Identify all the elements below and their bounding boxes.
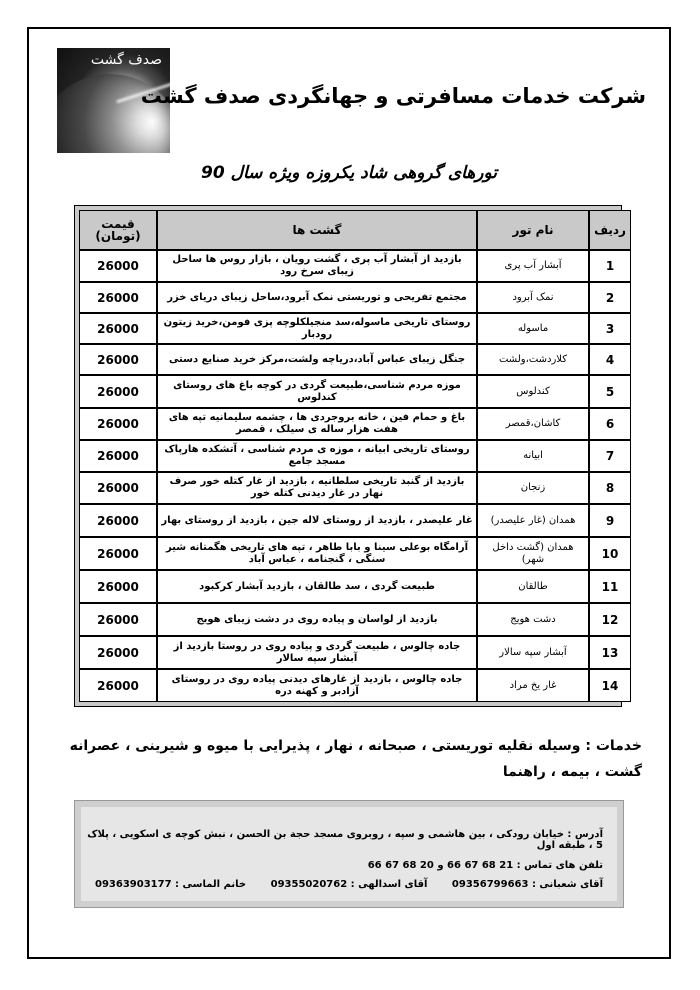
table-row [79,344,631,375]
phone-numbers: تلفن های تماس : 21 68 67 66 و 20 68 67 66 [367,860,603,871]
table-row [79,636,631,669]
tour-name: غار یخ مراد [477,669,589,702]
tour-name: طالقان [477,570,589,603]
tour-price: 26000 [79,313,157,344]
contact-shabani: آقای شعبانی : 09356799663 [451,879,603,890]
tour-description: غار علیصدر ، بازدید از روستای لاله جین ، بازدید از روستای بهار [157,504,477,537]
row-number: 10 [589,537,631,570]
tour-price: 26000 [79,570,157,603]
tour-price: 26000 [79,669,157,702]
tour-name: زنجان [477,472,589,504]
row-number: 6 [589,408,631,440]
tour-name: نمک آبرود [477,282,589,313]
table-row [79,669,631,702]
tour-name: ابیانه [477,440,589,472]
contact-asadollahi: آقای اسدالهی : 09355020762 [270,879,428,890]
tour-price: 26000 [79,603,157,636]
tour-description: بازدید از لواسان و پیاده روی در دشت زیبای هویج [157,603,477,636]
row-number: 4 [589,344,631,375]
row-number: 8 [589,472,631,504]
table-row [79,603,631,636]
tour-name: کلاردشت،ولشت [477,344,589,375]
contact-almasi: خانم الماسی : 09363903177 [95,879,247,890]
row-number: 7 [589,440,631,472]
table-row [79,408,631,440]
tour-description: طبیعت گردی ، سد طالقان ، بازدید آبشار کرکبود [157,570,477,603]
contact-box [74,800,624,908]
row-number: 13 [589,636,631,669]
tour-name: آبشار سپه سالار [477,636,589,669]
services-text: خدمات : وسیله نقلیه توریستی ، صبحانه ، نهار ، پذیرایی با میوه و شیرینی ، عصرانه گشت ، بیمه ، راهنما [69,738,642,780]
tour-price: 26000 [79,504,157,537]
tour-description: جاده چالوس ، طبیعت گردی و پیاده روی در روستا بازدید از آبشار سپه سالار [157,636,477,669]
tour-price: 26000 [79,636,157,669]
row-number: 5 [589,375,631,408]
tour-price: 26000 [79,375,157,408]
tour-price: 26000 [79,282,157,313]
row-number: 9 [589,504,631,537]
tour-name: همدان (غار علیصدر) [477,504,589,537]
tour-price: 26000 [79,472,157,504]
header-row-number: ردیف [589,210,631,250]
tours-table-container [74,205,626,707]
tour-description: جاده چالوس ، بازدید از غارهای دیدنی پیاده روی در روستای آزادبر و کهنه دره [157,669,477,702]
tour-price: 26000 [79,250,157,282]
tour-name: کندلوس [477,375,589,408]
table-row [79,375,631,408]
tour-description: روستای تاریخی ابیانه ، موزه ی مردم شناسی ، آتشکده هارپاک مسجد جامع [157,440,477,472]
tour-price: 26000 [79,440,157,472]
logo-text: صدف گشت [90,52,162,68]
tour-price: 26000 [79,344,157,375]
table-row [79,440,631,472]
table-header-row [79,210,631,250]
tour-description: جنگل زیبای عباس آباد،دریاچه ولشت،مرکز خرید صنایع دستی [157,344,477,375]
table-row [79,282,631,313]
row-number: 2 [589,282,631,313]
tour-description: روستای تاریخی ماسوله،سد منجیلکلوچه پزی فومن،خرید زیتون رودبار [157,313,477,344]
tour-description: آرامگاه بوعلی سینا و بابا طاهر ، تپه های تاریخی هگمتانه شیر سنگی ، گنجنامه ، عباس آباد [157,537,477,570]
tour-name: آبشار آب پری [477,250,589,282]
tour-name: دشت هویج [477,603,589,636]
tour-name: ماسوله [477,313,589,344]
table-row [79,504,631,537]
table-row [79,313,631,344]
header-price: قیمت (تومان) [79,210,157,250]
tour-description: بازدید از آبشار آب پری ، گشت رویان ، بازار روس ها ساحل زیبای سرخ رود [157,250,477,282]
tour-price: 26000 [79,537,157,570]
row-number: 14 [589,669,631,702]
tour-name: همدان (گشت داخل شهر) [477,537,589,570]
row-number: 1 [589,250,631,282]
row-number: 11 [589,570,631,603]
table-row [79,570,631,603]
tour-subtitle: تورهای گروهی شاد یکروزه ویژه سال 90 [201,163,497,183]
tour-price: 26000 [79,408,157,440]
header-tour-name: نام تور [477,210,589,250]
tour-name: کاشان،قمصر [477,408,589,440]
tours-table [79,210,631,702]
header-tours: گشت ها [157,210,477,250]
tour-description: بازدید از گنبد تاریخی سلطانیه ، بازدید از غار کتله خور صرف نهار در غار دیدنی کتله خور [157,472,477,504]
row-number: 3 [589,313,631,344]
row-number: 12 [589,603,631,636]
tour-description: مجتمع تفریحی و توریستی نمک آبرود،ساحل زیبای دریای خزر [157,282,477,313]
tour-description: موزه مردم شناسی،طبیعت گردی در کوچه باغ های روستای کندلوس [157,375,477,408]
tour-description: باغ و حمام فین ، خانه بروجردی ها ، چشمه سلیمانیه تپه های هفت هزار ساله ی سیلک ، قمصر [157,408,477,440]
company-name: شرکت خدمات مسافرتی و جهانگردی صدف گشت [140,84,646,108]
address: آدرس : خیابان رودکی ، بین هاشمی و سپه ، روبروی مسجد حجة بن الحسن ، نبش کوچه ی اسکویی ، پلاک 5 ، طبقه اول [87,829,603,851]
table-row [79,472,631,504]
contact-list [95,879,603,890]
table-row [79,537,631,570]
table-row [79,250,631,282]
contact-box-inner [81,807,617,901]
